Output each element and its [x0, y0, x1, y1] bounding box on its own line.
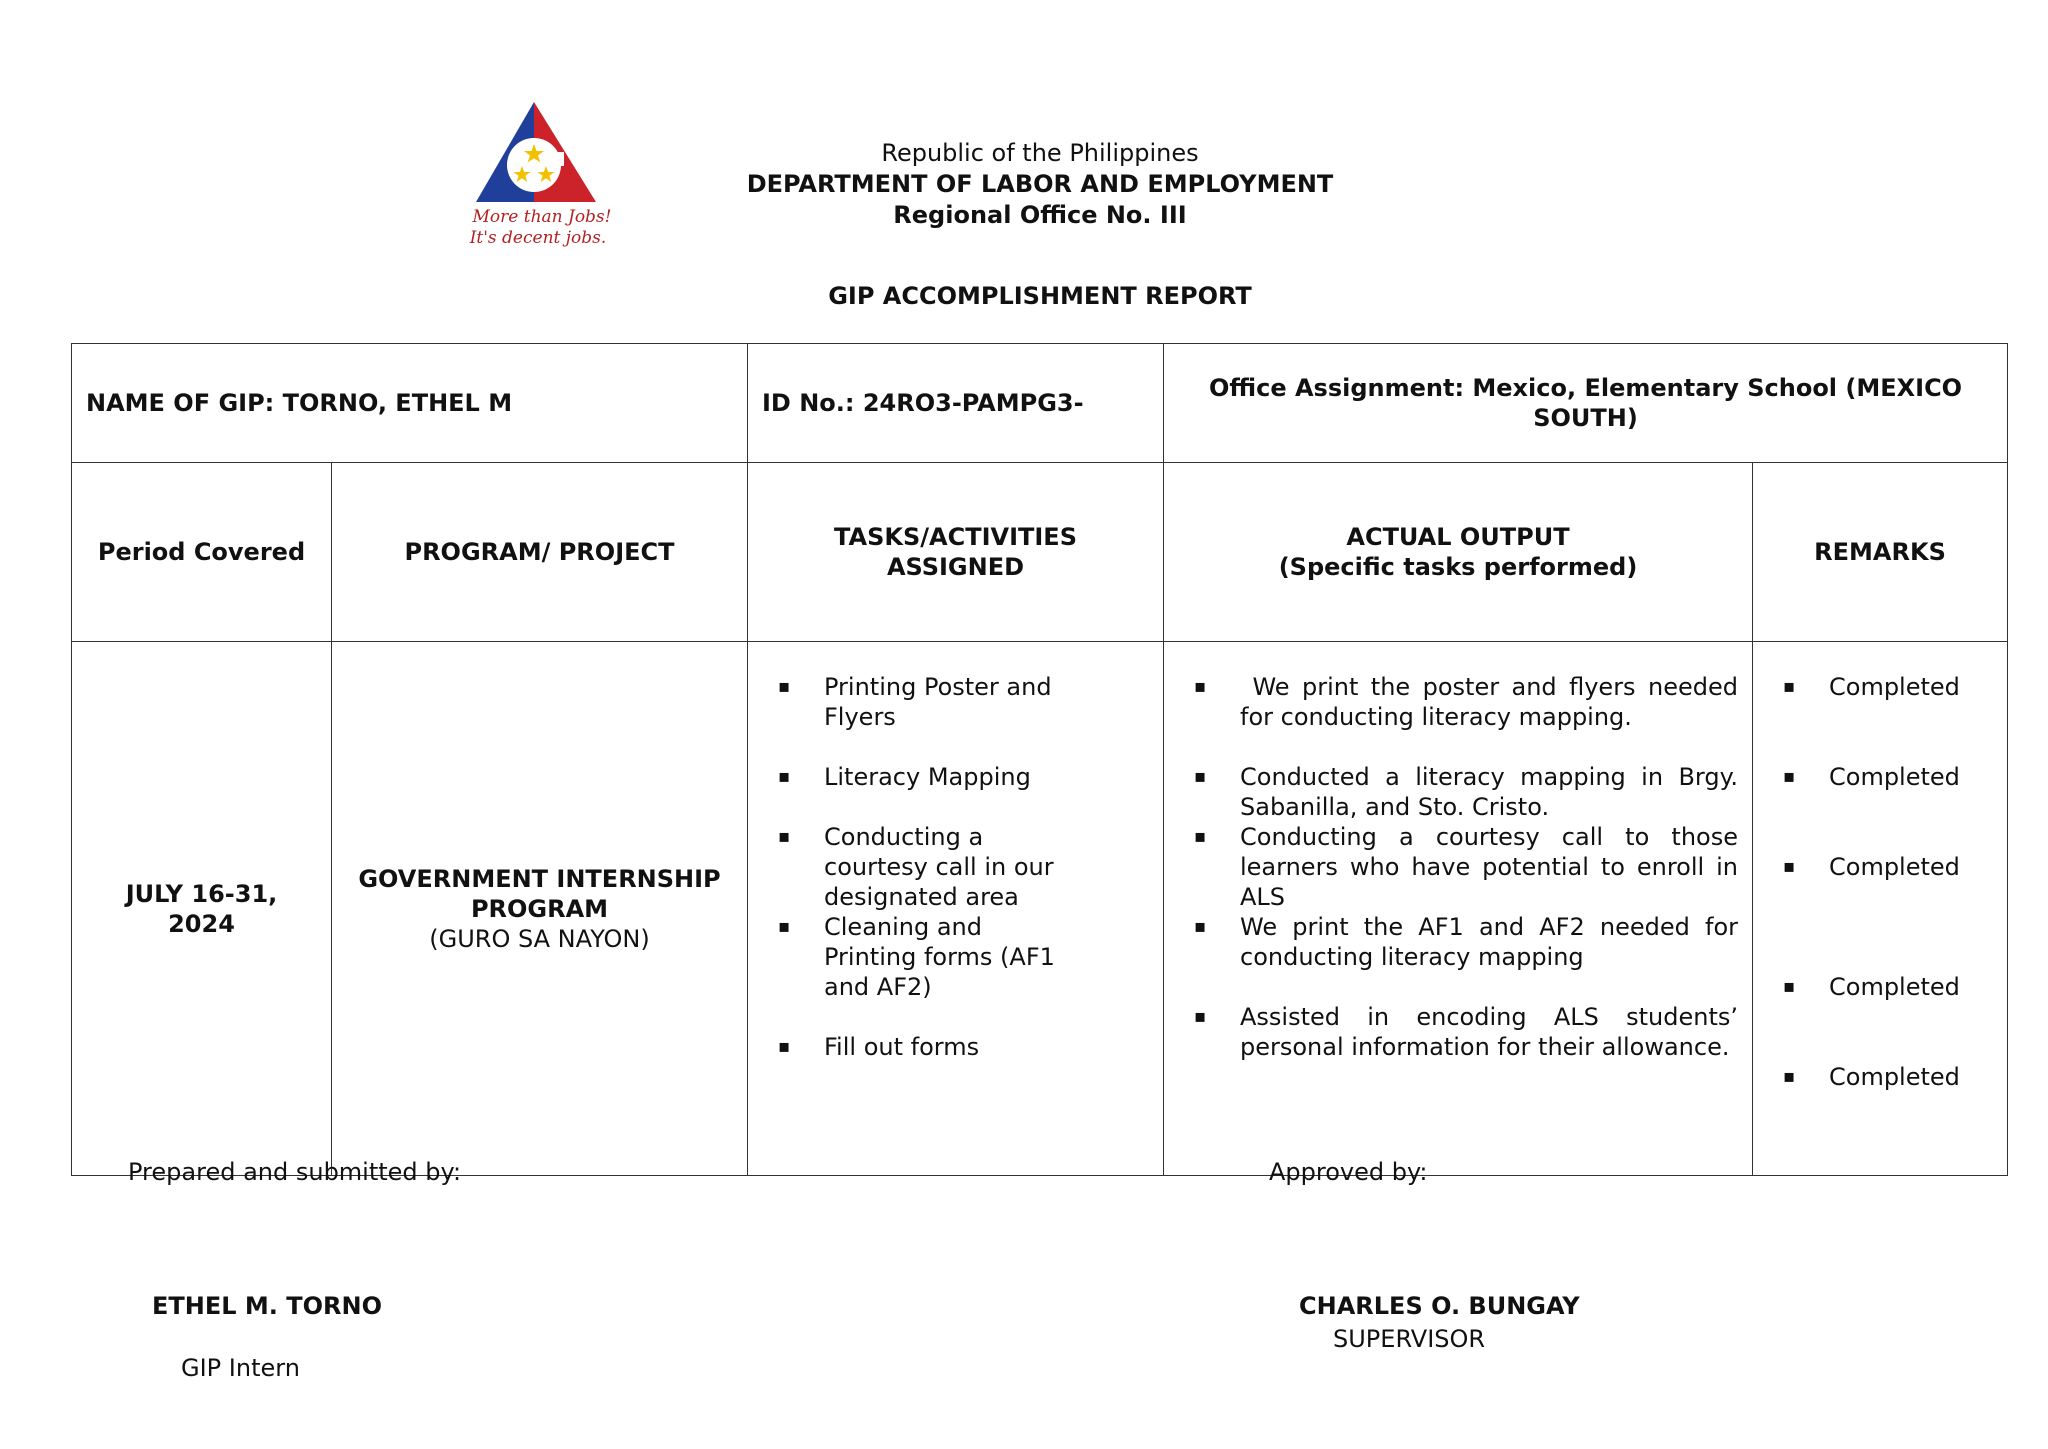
prepared-by-name: ETHEL M. TORNO [152, 1292, 382, 1320]
tasks-list [762, 672, 1062, 1062]
accomplishment-table [71, 343, 2008, 1176]
bullet-icon: ▪ [1783, 676, 1796, 697]
bullet-icon: ▪ [778, 826, 791, 847]
list-item [1767, 852, 1993, 882]
prepared-by-label: Prepared and submitted by: [128, 1158, 462, 1186]
task-text: Printing Poster and Flyers [824, 673, 1052, 731]
header-period-label: Period Covered [97, 538, 306, 566]
bullet-icon: ▪ [1783, 976, 1796, 997]
bullet-icon: ▪ [1194, 826, 1207, 847]
dole-logo [468, 100, 616, 252]
list-item [1178, 822, 1738, 912]
period-cell [72, 642, 332, 1176]
output-list [1178, 672, 1746, 1062]
bullet-icon: ▪ [1194, 916, 1207, 937]
list-item [1767, 672, 1993, 702]
gip-name: NAME OF GIP: TORNO, ETHEL M [86, 389, 513, 417]
header-remarks-label: REMARKS [1814, 538, 1946, 566]
output-text: We print the poster and flyers needed for conducting literacy mapping. [1240, 673, 1746, 731]
list-item [762, 762, 1062, 792]
report-title: GIP ACCOMPLISHMENT REPORT [828, 282, 1252, 310]
header-program-label: PROGRAM/ PROJECT [404, 538, 675, 566]
program-cell [332, 642, 748, 1176]
list-item [762, 912, 1062, 1002]
list-item [1767, 972, 1993, 1002]
bullet-icon: ▪ [778, 676, 791, 697]
period-value: JULY 16-31, 2024 [125, 879, 278, 938]
output-text: We print the AF1 and AF2 needed for conducting literacy mapping [1240, 913, 1738, 971]
approved-by-name: CHARLES O. BUNGAY [1299, 1292, 1580, 1320]
bullet-icon: ▪ [1194, 766, 1207, 787]
bullet-icon: ▪ [1783, 766, 1796, 787]
remarks-cell [1753, 642, 2008, 1176]
header-remarks [1753, 463, 2008, 642]
output-text: Conducting a courtesy call to those learners who have potential to enroll in ALS [1240, 823, 1738, 911]
list-item [1178, 762, 1738, 822]
bullet-icon: ▪ [778, 1036, 791, 1057]
table-row [72, 642, 2008, 1176]
bullet-icon: ▪ [1194, 676, 1207, 697]
bullet-icon: ▪ [1194, 1006, 1207, 1027]
program-subtitle: (GURO SA NAYON) [429, 924, 650, 953]
id-number: ID No.: 24RO3-PAMPG3- [762, 389, 1084, 417]
info-row [72, 344, 2008, 463]
list-item [1178, 1002, 1738, 1062]
list-item [1767, 1062, 1993, 1092]
bullet-icon: ▪ [1783, 1066, 1796, 1087]
column-header-row [72, 463, 2008, 642]
program-title: GOVERNMENT INTERNSHIP PROGRAM [358, 864, 721, 923]
header-department: DEPARTMENT OF LABOR AND EMPLOYMENT [746, 170, 1334, 198]
header-program [332, 463, 748, 642]
header-tasks-line2: ASSIGNED [886, 553, 1025, 581]
output-text: Conducted a literacy mapping in Brgy. Sabanilla, and Sto. Cristo. [1240, 763, 1738, 821]
remark-text: Completed [1829, 673, 1960, 701]
id-number-cell [748, 344, 1164, 463]
output-text: Assisted in encoding ALS students’ personal information for their allowance. [1240, 1003, 1738, 1061]
task-text: Conducting a courtesy call in our designated area [824, 823, 1054, 911]
office-assignment: Office Assignment: Mexico, Elementary School (MEXICO SOUTH) [1208, 374, 1963, 432]
header-output-line1: ACTUAL OUTPUT [1346, 523, 1570, 551]
logo-tagline-1: More than Jobs! [472, 207, 612, 227]
header-output-line2: (Specific tasks performed) [1278, 553, 1638, 581]
bullet-icon: ▪ [778, 916, 791, 937]
approved-by-role: SUPERVISOR [1333, 1325, 1486, 1353]
approved-by-label: Approved by: [1269, 1158, 1428, 1186]
list-item [762, 672, 1062, 732]
header-tasks [748, 463, 1164, 642]
remark-text: Completed [1829, 973, 1960, 1001]
remark-text: Completed [1829, 853, 1960, 881]
dole-logo-graphic [468, 100, 616, 252]
header-tasks-line1: TASKS/ACTIVITIES [834, 523, 1077, 551]
task-text: Cleaning and Printing forms (AF1 and AF2) [824, 913, 1055, 1001]
task-text: Literacy Mapping [824, 763, 1031, 791]
list-item [1178, 912, 1738, 972]
header-output [1164, 463, 1753, 642]
bullet-icon: ▪ [778, 766, 791, 787]
gip-name-cell [72, 344, 748, 463]
header-regional-office: Regional Office No. III [893, 201, 1187, 229]
prepared-by-role: GIP Intern [181, 1354, 300, 1382]
list-item [762, 1032, 1062, 1062]
remarks-list [1767, 672, 1993, 1092]
task-text: Fill out forms [824, 1033, 980, 1061]
list-item [1178, 672, 1746, 732]
office-assignment-cell [1164, 344, 2008, 463]
header-period [72, 463, 332, 642]
remark-text: Completed [1829, 1063, 1960, 1091]
logo-tagline-2: It's decent jobs. [469, 228, 607, 248]
remark-text: Completed [1829, 763, 1960, 791]
bullet-icon: ▪ [1783, 856, 1796, 877]
header-republic: Republic of the Philippines [881, 139, 1199, 167]
list-item [1767, 762, 1993, 792]
document-header [640, 138, 1440, 231]
output-cell [1164, 642, 1753, 1176]
list-item [762, 822, 1062, 912]
tasks-cell [748, 642, 1164, 1176]
